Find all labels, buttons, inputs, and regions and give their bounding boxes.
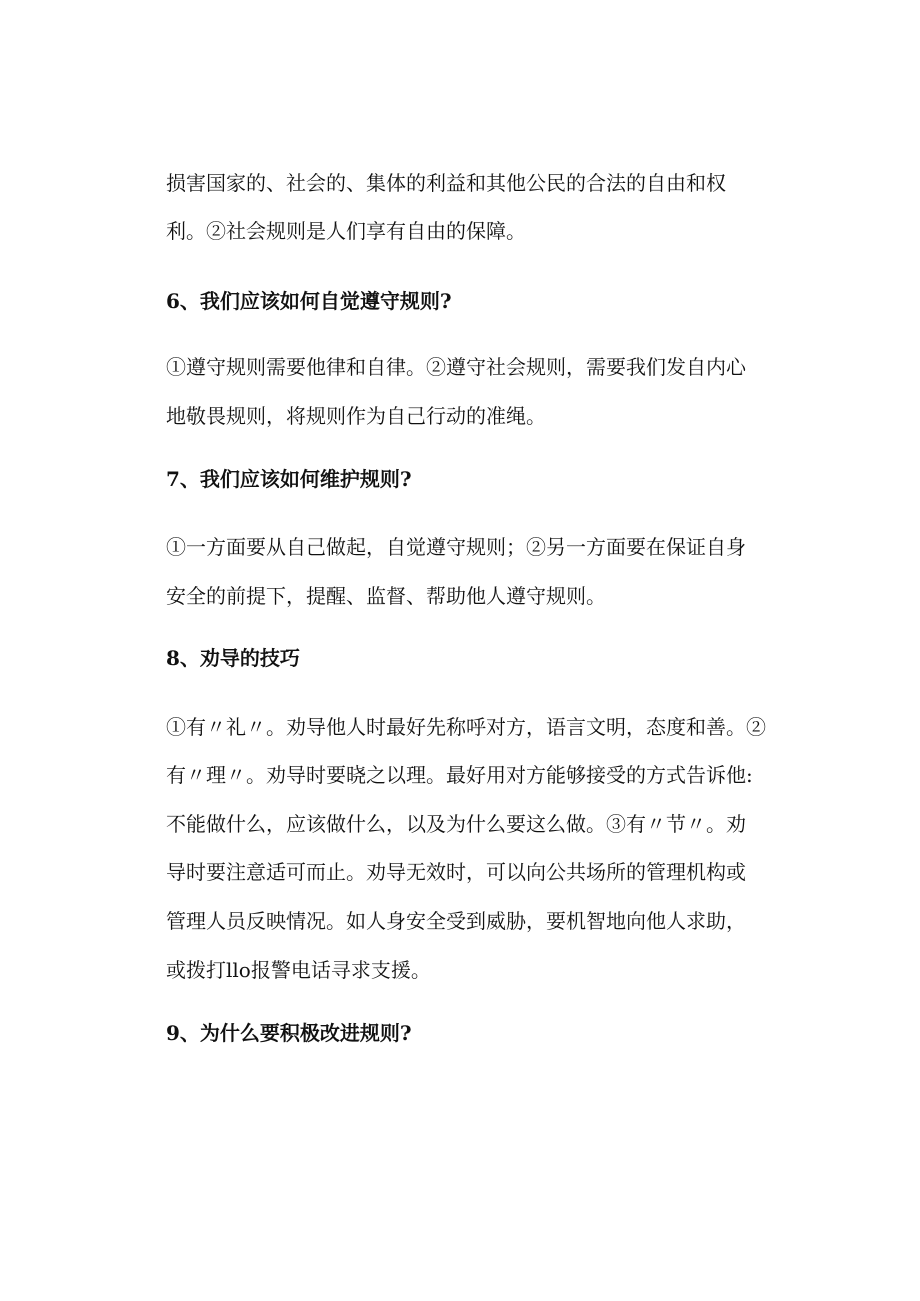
section-7-line-2: 安全的前提下，提醒、监督、帮助他人遵守规则。 xyxy=(166,584,606,608)
section-7-heading: 7、我们应该如何维护规则? xyxy=(166,467,412,491)
section-8-line-3: 不能做什么，应该做什么，以及为什么要这么做。③有〃节〃。劝 xyxy=(166,812,746,836)
intro-line-1: 损害国家的、社会的、集体的利益和其他公民的合法的自由和权 xyxy=(166,171,726,195)
section-6-heading: 6、我们应该如何自觉遵守规则? xyxy=(166,289,452,313)
intro-line-2: 利。②社会规则是人们享有自由的保障。 xyxy=(166,219,526,243)
section-8-line-2: 有〃理〃。劝导时要晓之以理。最好用对方能够接受的方式告诉他: xyxy=(166,763,753,787)
section-8-line-4: 导时要注意适可而止。劝导无效时，可以向公共场所的管理机构或 xyxy=(166,860,746,884)
section-8-line-5: 管理人员反映情况。如人身安全受到威胁，要机智地向他人求助， xyxy=(166,909,746,933)
section-9-heading: 9、为什么要积极改进规则? xyxy=(166,1021,412,1045)
section-6-line-2: 地敬畏规则，将规则作为自己行动的准绳。 xyxy=(166,404,546,428)
section-8-line-1: ①有〃礼〃。劝导他人时最好先称呼对方，语言文明，态度和善。② xyxy=(166,715,766,739)
section-8-line-6: 或拨打llo报警电话寻求支援。 xyxy=(166,958,431,982)
section-6-line-1: ①遵守规则需要他律和自律。②遵守社会规则，需要我们发自内心 xyxy=(166,355,746,379)
section-7-line-1: ①一方面要从自己做起，自觉遵守规则；②另一方面要在保证自身 xyxy=(166,535,746,559)
section-8-heading: 8、劝导的技巧 xyxy=(166,646,300,670)
